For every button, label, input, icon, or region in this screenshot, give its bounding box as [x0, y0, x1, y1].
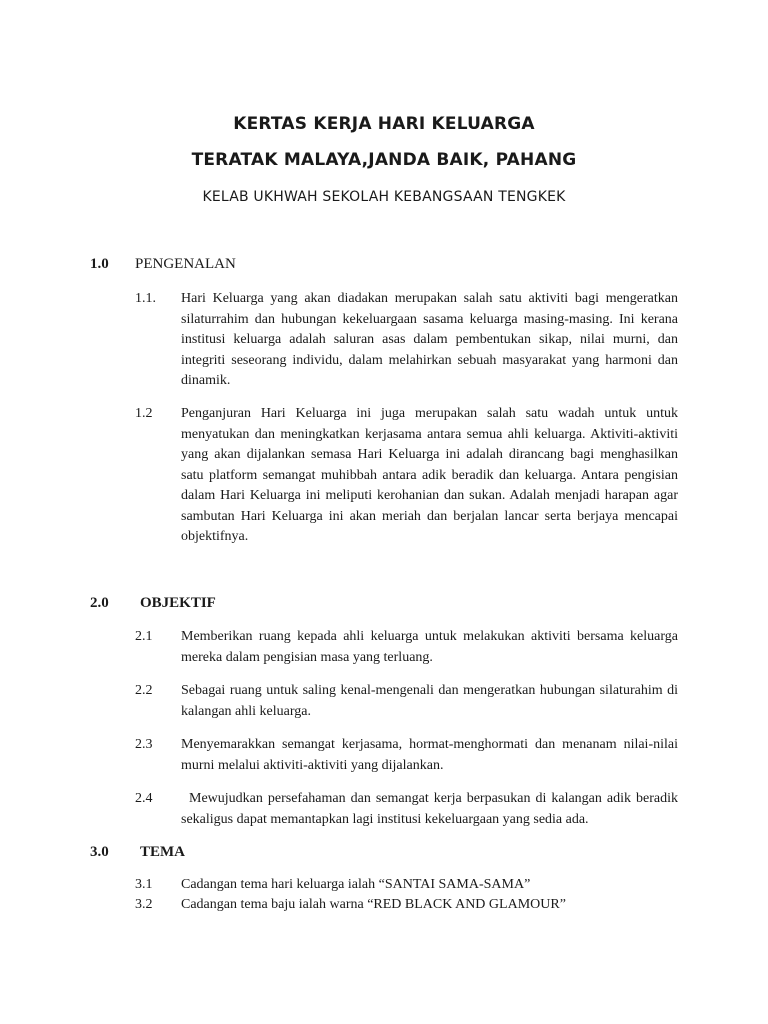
section-number: 2.0 [90, 595, 109, 611]
section-number: 3.0 [90, 844, 109, 860]
section-title-tema: TEMA [140, 844, 185, 860]
section-number: 1.0 [90, 256, 109, 272]
item-text: Cadangan tema hari keluarga ialah “SANTAI SAMA-SAMA” [181, 877, 531, 892]
item-number: 2.1 [135, 629, 153, 644]
item-number: 2.3 [135, 737, 153, 752]
item-number: 3.2 [135, 897, 153, 912]
item-text: Menyemarakkan semangat kerjasama, hormat-menghormati dan menanam nilai-nilai murni melalui aktiviti-aktiviti yang dijalankan. [181, 737, 678, 773]
document-subtitle: KELAB UKHWAH SEKOLAH KEBANGSAAN TENGKEK [202, 189, 566, 205]
document-title: KERTAS KERJA HARI KELUARGA [233, 114, 535, 134]
item-number: 2.4 [135, 791, 153, 806]
item-text: Hari Keluarga yang akan diadakan merupakan salah satu aktiviti bagi mengeratkan silaturrahim dan hubungan kekeluargaan sasama keluarga masing-masing. Ini kerana institusi keluarga adalah saluran asas dalam pembentukan sikap, nilai murni, dan integriti seseorang individu, dalam melahirkan sebuah masyarakat yang harmoni dan dinamik. [181, 291, 678, 388]
item-text: Cadangan tema baju ialah warna “RED BLACK AND GLAMOUR” [181, 897, 566, 912]
item-number: 1.2 [135, 406, 153, 421]
item-text: Sebagai ruang untuk saling kenal-mengenali dan mengeratkan hubungan silaturahim di kalangan ahli keluarga. [181, 683, 678, 719]
item-number: 2.2 [135, 683, 153, 698]
item-text: Mewujudkan persefahaman dan semangat kerja berpasukan di kalangan adik beradik sekaligus dapat memantapkan lagi institusi kekeluargaan yang sedia ada. [181, 791, 678, 827]
item-number: 1.1. [135, 291, 156, 306]
section-title-pengenalan: PENGENALAN [135, 256, 236, 272]
section-title-objektif: OBJEKTIF [140, 595, 216, 611]
item-text: Memberikan ruang kepada ahli keluarga untuk melakukan aktiviti bersama keluarga mereka dalam pengisian masa yang terluang. [181, 629, 678, 665]
item-number: 3.1 [135, 877, 153, 892]
item-text: Penganjuran Hari Keluarga ini juga merupakan salah satu wadah untuk untuk menyatukan dan meningkatkan kerjasama antara semua ahli keluarga. Aktiviti-aktiviti yang akan dijalankan semasa Hari Keluarga ini adalah dirancang bagi menghasilkan satu platform semangat muhibbah antara adik beradik dan keluarga. Antara pengisian dalam Hari Keluarga ini meliputi kerohanian dan sukan. Adalah menjadi harapan agar sambutan Hari Keluarga ini akan meriah dan berjalan lancar serta berjaya mencapai objektifnya. [181, 406, 678, 544]
document-location-title: TERATAK MALAYA,JANDA BAIK, PAHANG [191, 150, 577, 170]
